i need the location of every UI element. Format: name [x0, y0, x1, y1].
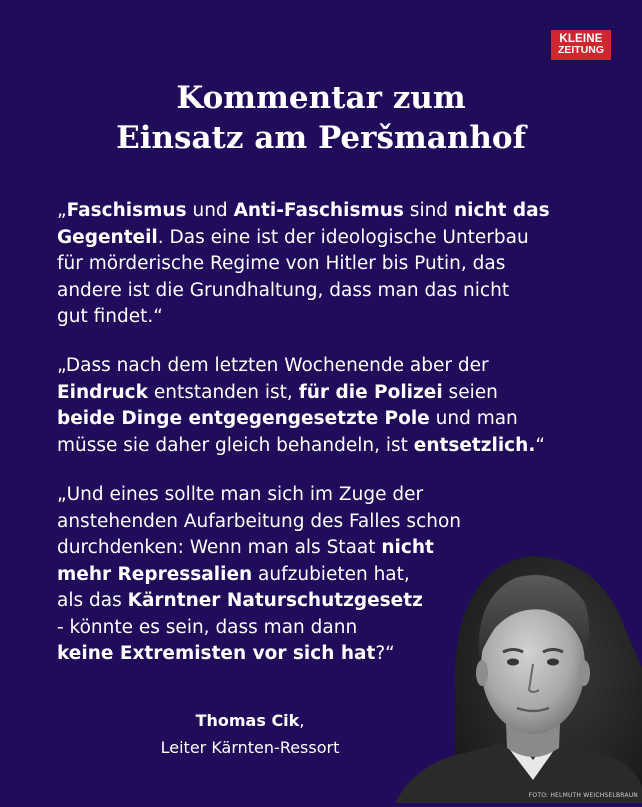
quote-text-bold: nicht das	[453, 200, 550, 221]
quote-line	[57, 406, 597, 433]
quote-line	[57, 482, 597, 509]
author-role: Leiter Kärnten-Ressort	[160, 738, 340, 757]
quote-text-bold: nicht	[381, 537, 434, 558]
author-block	[120, 707, 380, 761]
page-title	[0, 78, 642, 158]
quote-line	[57, 353, 597, 380]
quote-line	[57, 509, 597, 536]
quote-line	[57, 278, 597, 305]
logo-line-2: ZEITUNG	[557, 44, 605, 56]
quote-text: “	[535, 434, 545, 456]
title-line-2: Einsatz am Peršmanhof	[116, 120, 526, 156]
quote-text: - könnte es sein, dass man dann	[57, 616, 358, 638]
author-name-suffix: ,	[299, 711, 305, 730]
title-line-1: Kommentar zum	[176, 80, 466, 116]
quote-text-bold: Kärntner Naturschutzgesetz	[127, 590, 423, 611]
quote-line	[57, 304, 597, 331]
quote-text: müsse sie daher gleich behandeln, ist	[57, 434, 414, 456]
quote-text: für mörderische Regime von Hitler bis Putin, das	[57, 253, 506, 274]
author-name-line	[120, 707, 380, 734]
quote-line	[57, 380, 597, 407]
quote-text: . Das eine ist der ideologische Unterbau	[157, 226, 529, 248]
quote-text: seien	[442, 381, 498, 403]
quote-text: und	[186, 200, 234, 221]
quote-text: aufzubieten hat,	[252, 563, 410, 585]
quote-text-bold: Eindruck	[57, 381, 148, 403]
quote-text: gut findet.“	[57, 306, 163, 327]
logo-line-1: KLEINE	[559, 33, 603, 45]
quote-text: als das	[57, 590, 128, 611]
quote-text: entstanden ist,	[147, 381, 299, 403]
quote-text-bold: Gegenteil	[57, 226, 158, 248]
author-name: Thomas Cik	[195, 711, 300, 730]
quote-line	[57, 198, 597, 225]
author-portrait	[395, 548, 642, 803]
quote-text-bold: Anti-Faschismus	[233, 200, 404, 221]
quote-2	[57, 353, 597, 459]
quote-text-bold: mehr Repressalien	[57, 563, 253, 585]
quote-text: andere ist die Grundhaltung, dass man das nicht	[57, 279, 510, 301]
quote-line	[57, 433, 597, 460]
photo-credit: FOTO: HELMUTH WEICHSELBRAUN	[528, 792, 638, 799]
kleine-zeitung-logo	[551, 30, 611, 60]
quote-text: und man	[429, 408, 518, 429]
quote-text: „	[57, 200, 67, 221]
quote-line	[57, 225, 597, 252]
quote-text: sind	[403, 200, 454, 221]
quote-text-bold: entsetzlich.	[413, 434, 536, 456]
quote-text: durchdenken: Wenn man als Staat	[57, 537, 382, 558]
quote-text-bold: für die Polizei	[298, 381, 443, 403]
quote-text: „Dass nach dem letzten Wochenende aber der	[57, 355, 489, 376]
portrait-image	[395, 548, 642, 803]
quote-text-bold: Faschismus	[66, 200, 187, 221]
quote-1	[57, 198, 597, 331]
quote-text-bold: beide Dinge entgegengesetzte Pole	[57, 408, 430, 429]
quote-line	[57, 251, 597, 278]
quote-text-bold: keine Extremisten vor sich hat	[57, 643, 376, 664]
quote-text: „Und eines sollte man sich im Zuge der	[57, 484, 424, 505]
quote-text: anstehenden Aufarbeitung des Falles schon	[57, 510, 462, 532]
quote-text: ?“	[375, 643, 395, 664]
